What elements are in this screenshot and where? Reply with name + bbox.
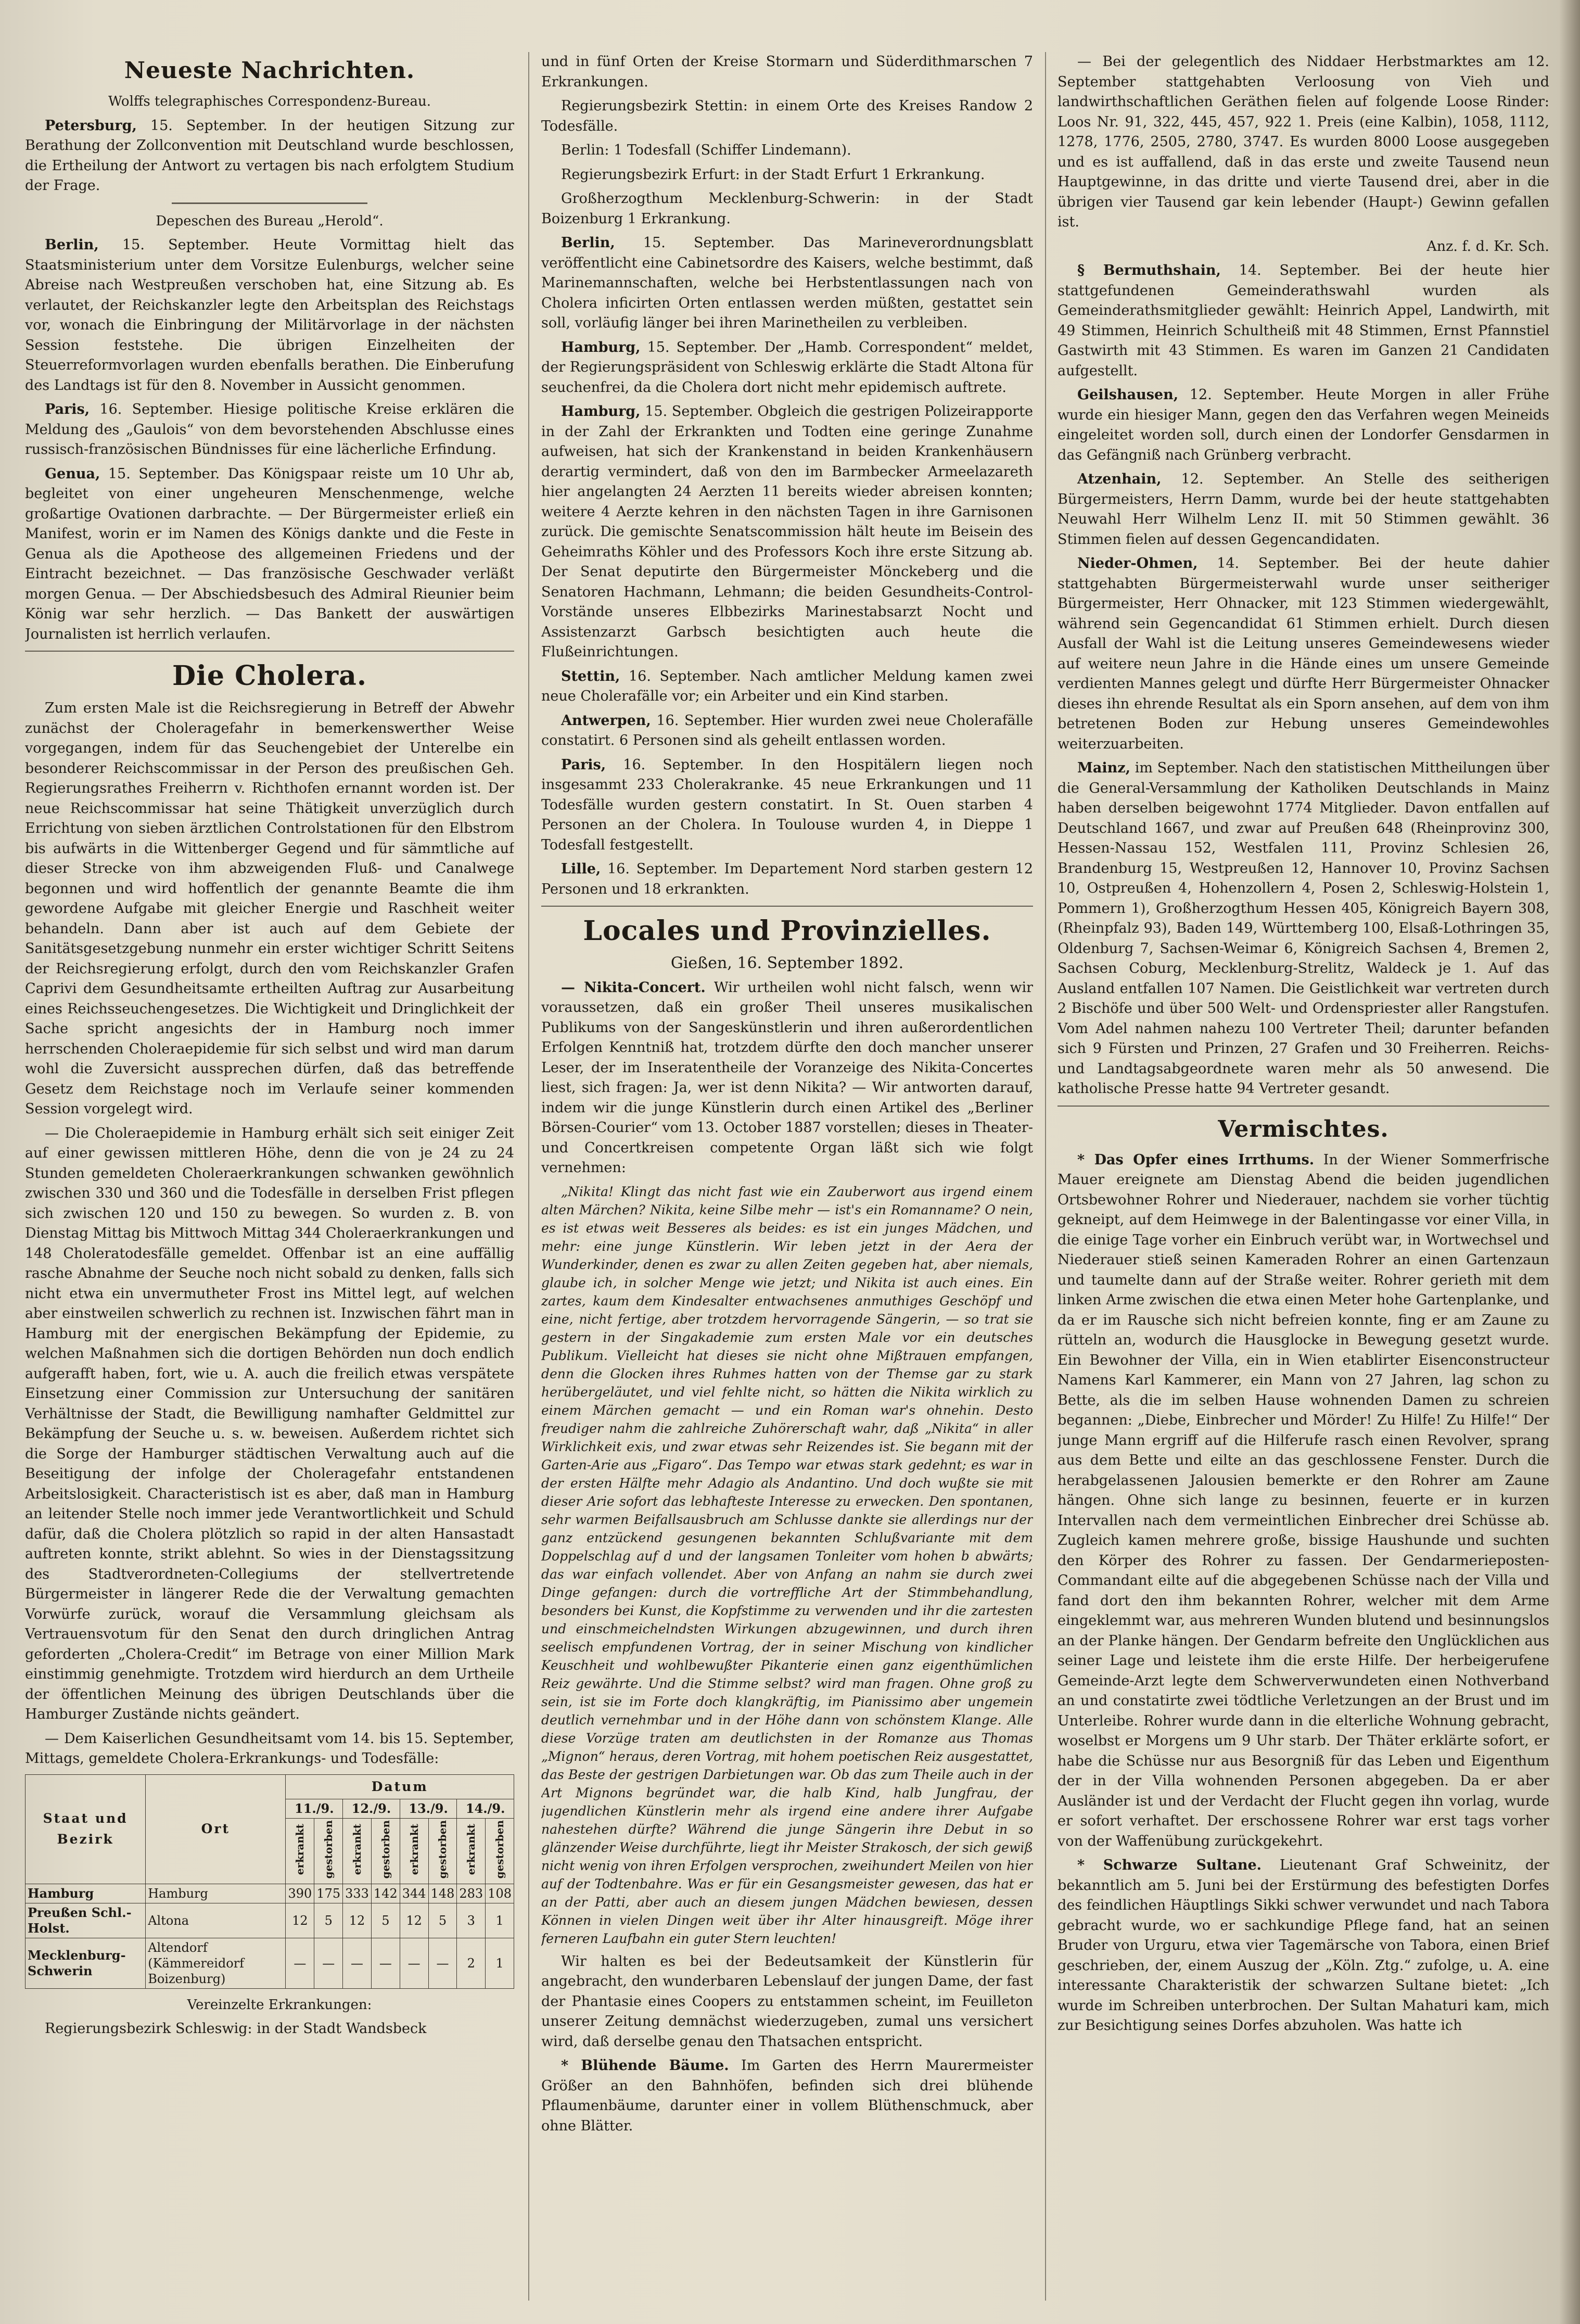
table-cell-value: 12 [343,1903,372,1938]
table-cell-value: 175 [314,1884,343,1903]
table-subheader-gestorben: gestorben [486,1818,514,1884]
article-nikita-concert: — Nikita-Concert. Wir urtheilen wohl nicht falsch, wenn wir voraussetzen, daß ein großer Theil unseres musikalischen Publikums von der Sangeskünstlerin und ihren außerordentlichen Erfolgen Kenntniß hat, trotzdem dürfte den doch mancher unserer Leser, der im Inseratentheile der Voranzeige des Nikita-Concertes liest, sich fragen: Ja, wer ist denn Nikita? — Wir antworten darauf, indem wir die junge Künstlerin durch einen Artikel des „Berliner Börsen-Courier“ vom 13. October 1887 vorstellen; dieses in Theater- und Concertkreisen competente Organ läßt sich wie folgt vernehmen: [541,979,1033,1176]
divider [172,202,367,204]
column-rule-2 [1045,52,1046,2301]
table-subheader-erkrankt: erkrankt [400,1818,428,1884]
article-hamburg-police: Hamburg, 15. September. Obgleich die gestrigen Polizeirapporte in der Zahl der Erkrankten und Todten eine geringe Zunahme aufweisen, hat sich der Krankenstand in beiden Krankenhäusern derartig vermindert, daß von den im Barmbecker Armeelazareth hier angelangten 24 Aerzten 11 bereits wieder abreisen konnten; weitere 4 Aerzte kehren in den nächsten Tagen in ihre Garnisonen zurück. Die gemischte Senatscommission hält heute im Beisein des Geheimraths Köhler und des Professors Koch ihre erste Sitzung ab. Der Senat deputirte den Bürgermeister Mönckeberg und die Senatoren Hachmann, Lehmann; die beiden Gesundheits-Control-Vorstände unseres Elbbezirks Marinestabsarzt Nocht und Assistenzarzt Garbsch besichtigten auch heute die Flußeinrichtungen. [541,403,1033,660]
table-date-header: 13./9. [400,1799,457,1818]
table-subheader-erkrankt: erkrankt [286,1818,314,1884]
article-genua: Genua, 15. September. Das Königspaar reiste um 10 Uhr ab, begleitet von einer ungeheuren Menschenmenge, welche großartige Ovationen darbrachte. — Der Bürgermeister erließ ein Manifest, worin er im Namen des Königs dankte und die Feste in Genua als die Apotheose des allgemeinen Friedens und der Eintracht bezeichnet. — Das französische Geschwader verläßt morgen Genua. — Der Abschiedsbesuch des Admiral Rieunier beim König war sehr herzlich. — Das Bankett der auswärtigen Journalisten ist herrlich verlaufen. [25,465,514,642]
agency-line-herold: Depeschen des Bureau „Herold“. [156,213,384,229]
column-2 [541,52,1033,2301]
article-berlin: Berlin, 15. September. Heute Vormittag hielt das Staatsministerium unter dem Vorsitze Eulenburgs, welcher seine Abreise nach Westpreußen verschoben hat, eine Sitzung ab. Es verlautet, der Reichskanzler legte den Arbeitsplan des Reichstags vor, wonach die Einbringung der Militärvorlage in der nächsten Session feststehe. Die übrigen Einzelheiten der Steuerreformvorlagen wurden ebenfalls berathen. Die Einberufung des Landtags ist für den 8. November in Aussicht genommen. [25,237,514,393]
table-cell-value: 148 [428,1884,457,1903]
isolated-cases-mecklenburg: Großherzogthum Mecklenburg-Schwerin: in der Stadt Boizenburg 1 Erkrankung. [541,191,1033,227]
section-heading-miscellaneous: Vermischtes. [1218,1115,1389,1142]
divider [541,906,1033,907]
article-hamburg-altona: Hamburg, 15. September. Der „Hamb. Correspondent“ meldet, der Regierungspräsident von Schleswig erklärte die Stadt Altona für seuchenfrei, da die Cholera dort nicht mehr epidemisch auftrete. [541,339,1033,396]
article-source-note: Anz. f. d. Kr. Sch. [1426,238,1549,255]
table-row [26,1938,514,1988]
table-row [26,1903,514,1938]
table-cell-value: — [343,1938,372,1988]
agency-line: Wolffs telegraphisches Correspondenz-Bureau. [108,94,431,109]
article-stettin: Stettin, 16. September. Nach amtlicher Meldung kamen zwei neue Cholerafälle vor; ein Arbeiter und ein Kind starben. [541,668,1033,704]
table-cell-value: — [286,1938,314,1988]
table-subheader-erkrankt: erkrankt [457,1818,486,1884]
table-cell-value: 108 [486,1884,514,1903]
article-cholera-hamburg: — Die Choleraepidemie in Hamburg erhält sich seit einiger Zeit auf einer gewissen mittleren Höhe, denn die von je 24 zu 24 Stunden gemeldeten Cholerаerkrankungen schwanken gewöhnlich zwischen 330 und 360 und die Todesfälle in derselben Frist pflegen sich zwischen 120 und 150 zu bewegen. So wurden z. B. von Dienstag Mittag bis Mittwoch Mittag 344 Cholerаerkrankungen und 148 Choleratodesfälle gemeldet. Offenbar ist an eine auffällig rasche Abnahme der Seuche noch nicht sobald zu denken, falls sich nicht etwa ein unvermutheter Frost ins Mittel legt, auf welchen aber einstweilen schwerlich zu rechnen ist. Inzwischen fährt man in Hamburg mit der energischen Bekämpfung der Epidemie, zu welchen Maßnahmen sich die dortigen Behörden nun doch endlich aufgerafft haben, fort, wie u. A. auch die freilich etwas verspätete Einsetzung einer Commission zur Untersuchung der sanitären Verhältnisse der Stadt, die Bewilligung namhafter Geldmittel zur Bekämpfung der Seuche u. s. w. beweisen. Außerdem richtet sich die Sorge der Hamburger städtischen Verwaltung auch auf die Beseitigung der infolge der Choleragefahr entstandenen Arbeitslosigkeit. Characteristisch ist es aber, daß man in Hamburg an leitender Stelle noch immer jede Verantwortlichkeit und Schuld dafür, daß die Cholera plötzlich so rapid in der alten Hansastadt auftreten konnte, strikt ablehnt. So wies in der Dienstagssitzung des Stadtverordneten-Collegiums der stellvertretende Bürgermeister in längerer Rede die der Verwaltung gemachten Vorwürfe zurück, worauf die Versammlung gleichsam als Vertrauensvotum für den Senat den durch dringlichen Antrag geforderten „Cholera-Credit“ im Betrage von einer Million Mark einstimmig genehmigte. Trotzdem wird hierdurch an dem Urtheile der öffentlichen Meinung des übrigen Deutschlands über die Hamburger Zustände nichts geändert. [25,1125,514,1722]
table-cell-staat: Preußen Schl.-Holst. [26,1903,146,1938]
table-cell-value: 5 [428,1903,457,1938]
article-antwerpen: Antwerpen, 16. September. Hier wurden zwei neue Cholerafälle constatirt. 6 Personen sind als geheilt entlassen worden. [541,712,1033,748]
table-subheader-erkrankt: erkrankt [343,1818,372,1884]
table-cell-value: — [371,1938,400,1988]
article-lille: Lille, 16. September. Im Departement Nord starben gestern 12 Personen und 18 erkrankten. [541,861,1033,897]
isolated-cases-stormarn: und in fünf Orten der Kreise Stormarn und Süderdithmarschen 7 Erkrankungen. [541,54,1033,90]
table-cell-value: 1 [486,1938,514,1988]
isolated-cases-berlin: Berlin: 1 Todesfall (Schiffer Lindemann). [561,142,851,158]
table-cell-value: 12 [286,1903,314,1938]
local-dateline: Gießen, 16. September 1892. [670,954,904,972]
article-atzenhain: Atzenhain, 12. September. An Stelle des seitherigen Bürgermeisters, Herrn Damm, wurde bei der heute stattgehabten Neuwahl Herr Wilhelm Lenz II. mit 50 Stimmen gewählt. 36 Stimmen fielen auf dessen Gegencandidaten. [1057,471,1549,548]
table-cell-value: — [428,1938,457,1988]
table-date-header: 14./9. [457,1799,514,1818]
table-cell-value: 1 [486,1903,514,1938]
section-heading-local: Locales und Provinzielles. [583,915,991,947]
article-cholera-table-intro: — Dem Kaiserlichen Gesundheitsamt vom 14. bis 15. September, Mittags, gemeldete Cholera-Erkrankungs- und Todesfälle: [25,1730,514,1767]
isolated-cases-schleswig: Regierungsbezirk Schleswig: in der Stadt Wandsbeck [45,2021,427,2037]
article-schwarze-sultane: * Schwarze Sultane. Lieutenant Graf Schweinitz, der bekanntlich am 5. Juni bei der Erstürmung des befestigten Dorfes des feindlichen Häuptlings Sikki schwer verwundet und nach Tabora gebracht wurde, wo er sachkundige Pflege fand, hat an seinen Bruder von Urguru, etwa vier Tagemärsche von Tabora, einen Brief geschrieben, der, einem Auszug der „Köln. Ztg.“ zufolge, u. A. eine interessante Charakteristik der schwarzen Sultane bietet: „Ich wurde im Schreiben unterbrochen. Der Sultan Mahaturi kam, mich zur Besichtigung seines Dorfes abzuholen. Was hatte ich [1057,1857,1549,2034]
column-1 [25,52,514,2301]
article-mainz: Mainz, im September. Nach den statistischen Mittheilungen über die General-Versammlung der Katholiken Deutschlands in Mainz haben derselben beigewohnt 1774 Mitglieder. Davon entfallen auf Deutschland 1667, und zwar auf Preußen 648 (Rheinprovinz 300, Hessen-Nassau 152, Westfalen 111, Provinz Schlesien 26, Brandenburg 15, Westpreußen 12, Hannover 10, Provinz Sachsen 10, Ostpreußen 4, Hohenzollern 4, Posen 2, Schleswig-Holstein 1, Pommern 1), Großherzogthum Hessen 405, Königreich Bayern 308, (Rheinpfalz 93), Baden 149, Württemberg 100, Elsaß-Lothringen 35, Oldenburg 7, Sachsen-Weimar 6, Königreich Sachsen 4, Bremen 2, Sachsen Coburg, Mecklenburg-Strelitz, Waldeck je 1. Auf das Ausland entfallen 107 Namen. Die Geistlichkeit war vertreten durch 2 Bischöfe und über 500 Welt- und Ordenspriester aller Rangstufen. Vom Adel nahmen nahezu 100 Vertreter Theil; darunter befanden sich 9 Fürsten und Prinzen, 27 Grafen und 30 Freiherren. Reichs- und Landtagsabgeordnete waren mehr als 50 anwesend. Die katholische Presse hatte 94 Vertreter gesandt. [1057,760,1549,1097]
article-geilshausen: Geilshausen, 12. September. Heute Morgen in aller Frühe wurde ein hiesiger Mann, gegen den das Verfahren wegen Meineids eingeleitet worden soll, durch einen der Londorfer Gensdarmen in das Gefängniß nach Grünberg verbracht. [1057,387,1549,463]
table-cell-value: 283 [457,1884,486,1903]
article-berlin-marine: Berlin, 15. September. Das Marineverordnungsblatt veröffentlicht eine Cabinetsordre des Kaisers, welche bestimmt, daß Marinemannschaften, welche bei Herbstentlassungen nach von Cholera inficirten Orten entlassen werden müßten, gestattet sein soll, vorläufig länger bei ihren Marinetheilen zu verbleiben. [541,235,1033,331]
table-cell-ort: Altendorf (Kämmereidorf Boizenburg) [146,1938,286,1988]
table-cell-ort: Altona [146,1903,286,1938]
table-cell-value: 142 [371,1884,400,1903]
table-header-datum: Datum [286,1774,514,1799]
isolated-cases-erfurt: Regierungsbezirk Erfurt: in der Stadt Erfurt 1 Erkrankung. [561,166,985,183]
cholera-statistics-table [25,1774,514,1989]
article-petersburg: Petersburg, 15. September. In der heutigen Sitzung zur Berathung der Zollconvention mit Deutschland wurde beschlossen, die Ertheilung der Antwort zu vertagen bis nach erfolgtem Studium der Frage. [25,117,514,194]
page-edge-shadow [1559,0,1580,2324]
table-cell-value: 3 [457,1903,486,1938]
table-cell-staat: Mecklenburg-Schwerin [26,1938,146,1988]
table-cell-value: 5 [371,1903,400,1938]
table-date-header: 12./9. [343,1799,400,1818]
article-paris-hospitals: Paris, 16. September. In den Hospitälern liegen noch insgesammt 233 Cholerakranke. 45 neue Erkrankungen und 11 Todesfälle wurden gestern constatirt. In St. Ouen starben 4 Personen an der Cholera. In Toulouse wurden 4, in Dieppe 1 Todesfall festgestellt. [541,756,1033,853]
column-3 [1057,52,1549,2301]
column-rule-1 [528,52,529,2301]
table-cell-value: 12 [400,1903,428,1938]
article-opfer-irrthums: * Das Opfer eines Irrthums. In der Wiener Sommerfrische Mauer ereignete am Dienstag Abend die beiden jugendlichen Ortsbewohner Rohrer und Niederauer, nachdem sie vorher tüchtig gekneipt, auf dem Heimwege in der Balentingasse vor einer Villa, in die einige Tage vorher ein Einbruch verübt war, in Wortwechsel und Niederauer stieß seinen Kameraden Rohrer an einen Gartenzaun und taumelte dann auf der Straße weiter. Rohrer gerieth mit dem linken Arme zwischen die etwa einen Meter hohe Gartenplanke, und da er im Rausche sich nicht befreien konnte, fing er am Zaune zu rütteln an, wodurch die Hausglocke in Bewegung gesetzt wurde. Ein Bewohner der Villa, ein in Wien etablirter Eisenconstructeur Namens Karl Kammerer, ein Mann von 27 Jahren, lag schon zu Bette, als die im selben Hause wohnenden Damen zu schreien begannen: „Diebe, Einbrecher und Mörder! Zu Hilfe! Zu Hilfe!“ Der junge Mann ergriff auf die Hilferufe rasch einen Revolver, sprang aus dem Bette und eilte an das geschlossene Fenster. Durch die herabgelassenen Jalousien bemerkte er den Rohrer am Zaune hängen. Ohne sich lange zu besinnen, feuerte er in kurzen Intervallen nach dem vermeintlichen Einbrecher drei Schüsse ab. Zugleich kamen mehrere große, bissige Haushunde und suchten den Körper des Rohrer zu fassen. Der Gendarmerieposten-Commandant eilte auf die abgegebenen Schüsse nach der Villa und fand dort den ihm bekannten Rohrer, welcher mit dem Arme eingeklemmt war, aus mehreren Wunden blutend und besinnungslos an der Planke hängen. Der Gendarm befreite den Unglücklichen aus seiner Lage und leistete ihm die erste Hilfe. Der herbeigerufene Gemeinde-Arzt legte dem Schwerverwundeten einen Nothverband an und constatirte zwei tödtliche Verletzungen an der Brust und im Unterleibe. Rohrer wurde dann in die elterliche Wohnung gebracht, woselbst er Morgens um 9 Uhr starb. Der Thäter erklärte sofort, er habe die Schüsse nur aus Besorgniß für das Leben und Eigenthum der in der Villa wohnenden Personen abgegeben. Da er aber Ausländer ist und der Verdacht der Flucht gegen ihn vorlag, wurde er sofort verhaftet. Der erschossene Rohrer war erst tags vorher von der Waffenübung zurückgekehrt. [1057,1151,1549,1849]
isolated-cases-title: Vereinzelte Erkrankungen: [187,1997,372,2013]
article-nidda-lottery: — Bei der gelegentlich des Niddaer Herbstmarktes am 12. September stattgehabten Verloosung von Vieh und landwirthschaftlichen Geräthen fielen auf folgende Loose Rinder: Loos Nr. 91, 322, 445, 457, 922 1. Preis (eine Kalbin), 1058, 1112, 1278, 1776, 2505, 2780, 3747. Es wurden 8000 Loose ausgegeben und es ist auffallend, daß in das erste und zweite Tausend neun Hauptgewinne, in das dritte und vierte Tausend drei, aber in die übrigen vier Tausend gar kein lebender (Haupt-) Gewinn gefallen ist. [1057,54,1549,230]
article-nikita-quote: „Nikita! Klingt das nicht fast wie ein Zauberwort aus irgend einem alten Märchen? Nikita, keine Silbe mehr — ist's ein Romanname? O nein, es ist etwas weit Besseres als beides: es ist ein junges Mädchen, und mehr: eine junge Künstlerin. Wir leben jetzt in der Aera der Wunderkinder, denen es zwar zu allen Zeiten gegeben hat, aber niemals, glaube ich, in solcher Menge wie jetzt; und Nikita ist auch eines. Ein zartes, kaum dem Kindesalter entwachsenes anmuthiges Geschöpf und eine, nicht fertige, aber trotzdem hervorragende Sängerin, — so trat sie gestern in der Singakademie zum ersten Male vor ein deutsches Publikum. Vielleicht hat dieses sie nicht ohne Mißtrauen empfangen, denn die Glocken ihres Ruhmes hatten von der Themse gar zu stark herübergeläutet, und viel fehlte nicht, so hätten die Nikita wirklich zu einem Märchen gemacht — und ein Roman war's ohnehin. Desto freudiger nahm die zahlreiche Zuhörerschaft wahr, daß „Nikita“ in aller Wirklichkeit exis, und zwar etwas sehr Reizendes ist. Sie begann mit der Garten-Arie aus „Figaro“. Das Tempo war etwas stark gedehnt; es war in der ersten Hälfte mehr Adagio als Andantino. Und doch wußte sie mit dieser Arie sofort das lebhafteste Interesse zu erwecken. Den spontanen, sehr warmen Beifallsausbruch am Schlusse dankte sie allerdings nur der ganz entzückend gesungenen bekannten Schlußvariante mit dem Doppelschlag auf d und der langsamen Tonleiter vom hohen b abwärts; das war einfach vollendet. Aber von Anfang an nahm sie durch zwei Dinge gefangen: durch die vortreffliche Art der Stimmbehandlung, besonders bei Kunst, die Kopfstimme zu verwenden und ihr die zartesten und einschmeichelndsten Wirkungen abzugewinnen, und durch ihren seelisch empfundenen Vortrag, der in seiner Mischung von kindlicher Keuschheit und wohlbewußter Pikanterie einen ganz eigenthümlichen Reiz gewährte. Und die Stimme selbst? wird man fragen. Ohne groß zu sein, ist sie im Forte doch klangkräftig, im Pianissimo aber ungemein deutlich vernehmbar und in der Höhe dann von schönstem Klange. Alle diese Vorzüge traten am deutlichsten in der Romanze aus Thomas „Mignon“ heraus, deren Vortrag, mit hohem poetischen Reiz ausgestattet, das Beste der gestrigen Darbietungen war. Ob das zum Theile auch in der Art Mignons begründet war, die halb Kind, halb Jungfrau, der jugendlichen Künstlerin mehr als irgend eine andere ihrer Aufgabe nahestehen dürfte? Während die junge Sängerin ihre Debut in so glänzender Weise durchführte, liegt ihr Meister Strakosch, der sich gewiß nicht wenig von ihren Erfolgen versprochen, zweihundert Meilen von hier auf der Todtenbahre. Was er für ein Gesangsmeister gewesen, das hat er an der Patti, aber auch an diesem jungen Mädchen bewiesen, dessen Können in vielen Dingen weit über ihr Alter hinausgreift. Möge ihrer ferneren Laufbahn ein guter Stern leuchten! [541,1184,1033,1946]
table-subheader-gestorben: gestorben [428,1818,457,1884]
table-cell-value: — [400,1938,428,1988]
table-cell-ort: Hamburg [146,1884,286,1903]
isolated-cases-stettin: Regierungsbezirk Stettin: in einem Orte des Kreises Randow 2 Todesfälle. [541,98,1033,134]
table-cell-value: 344 [400,1884,428,1903]
table-header-staat: Staat und Bezirk [26,1774,146,1884]
table-row [26,1884,514,1903]
article-nikita-closing: Wir halten es bei der Bedeutsamkeit der Künstlerin für angebracht, den wunderbaren Lebenslauf der jungen Dame, der fast der Phantasie eines Coopers zu entstammen scheint, im Feuilleton unserer Zeitung demnächst wiederzugeben, zumal uns versichert wird, daß derselbe genau den Thatsachen entspricht. [541,1953,1033,2050]
section-heading-latest-news: Neueste Nachrichten. [124,57,415,84]
table-cell-value: 2 [457,1938,486,1988]
table-subheader-gestorben: gestorben [314,1818,343,1884]
divider [1057,1106,1549,1107]
table-cell-value: — [314,1938,343,1988]
article-bluehende-baeume: * Blühende Bäume. Im Garten des Herrn Maurermeister Größer an den Bahnhöfen, befinden sich drei blühende Pflaumenbäume, darunter einer in vollem Blüthenschmuck, aber ohne Blätter. [541,2058,1033,2134]
table-cell-staat: Hamburg [26,1884,146,1903]
table-cell-value: 390 [286,1884,314,1903]
table-header-ort: Ort [146,1774,286,1884]
article-paris: Paris, 16. September. Hiesige politische Kreise erklären die Meldung des „Gaulois“ von dem bevorstehenden Abschlusse eines russisch-französischen Bündnisses für eine lächerliche Erfindung. [25,401,514,458]
section-heading-cholera: Die Cholera. [172,660,367,692]
table-date-header: 11./9. [286,1799,343,1818]
article-cholera-intro: Zum ersten Male ist die Reichsregierung in Betreff der Abwehr zunächst der Choleragefahr in bemerkenswerther Weise vorgegangen, indem für das Seuchengebiet der Unterelbe ein besonderer Reichscommissar in der Person des preußischen Geh. Regierungsrathes Freiherrn v. Richthofen ernannt worden ist. Der neue Reichscommissar hat seine Thätigkeit unverzüglich durch Errichtung von sieben ärztlichen Controlstationen für den Elbstrom bis aufwärts in die Wittenberger Gegend und für sämmtliche auf dieser Strecke von ihm abzweigenden Fluß- und Canalwege begonnen und wird hoffentlich der genannte Beamte die ihm gewordene Aufgabe mit gleicher Energie und Raschheit weiter behandeln. Dann aber ist auch auf dem Gebiete der Sanitätsgesetzgebung nunmehr ein erster wichtiger Schritt Seitens der Reichsregierung erfolgt, durch den vom Reichskanzler Grafen Caprivi dem Gesundheitsamte ertheilten Auftrag zur Ausarbeitung eines Reichsseuchengesetzes. Die Wichtigkeit und Dringlichkeit der Sache spricht angesichts der in Hamburg noch immer herrschenden Choleraepidemie für sich selbst und wird man darum wohl die Zuversicht aussprechen dürfen, daß das betreffende Gesetz dem Reichstage noch im Verlaufe seiner kommenden Session vorgelegt wird. [25,700,514,1117]
table-cell-value: 333 [343,1884,372,1903]
table-cell-value: 5 [314,1903,343,1938]
table-subheader-gestorben: gestorben [371,1818,400,1884]
article-nieder-ohmen: Nieder-Ohmen, 14. September. Bei der heute dahier stattgehabten Bürgermeisterwahl wurde unser seitheriger Bürgermeister, Herr Ohnacker, mit 123 Stimmen wiedergewählt, während sein Gegencandidat 61 Stimmen erhielt. Durch diesen Ausfall der Wahl ist die Leitung unseres Gemeindewesens wieder auf weitere neun Jahre in die Hände eines um unsere Gemeinde verdienten Mannes gelegt und dürfte Herr Bürgermeister Ohnacker dieses ihn ehrende Resultat als ein Sporn ansehen, auf dem von ihm betretenen Boden zur Hebung unseres Gemeindewohles weiterzuarbeiten. [1057,555,1549,752]
article-bermuthshain: § Bermuthshain, 14. September. Bei der heute hier stattgefundenen Gemeinderathswahl wurden als Gemeinderathsmitglieder gewählt: Heinrich Appel, Landwirth, mit 49 Stimmen, Heinrich Schultheiß mit 48 Stimmen, Ernst Pfannstiel Gastwirth mit 43 Stimmen. Es waren im Ganzen 21 Candidaten aufgestellt. [1057,262,1549,379]
divider [25,651,514,652]
